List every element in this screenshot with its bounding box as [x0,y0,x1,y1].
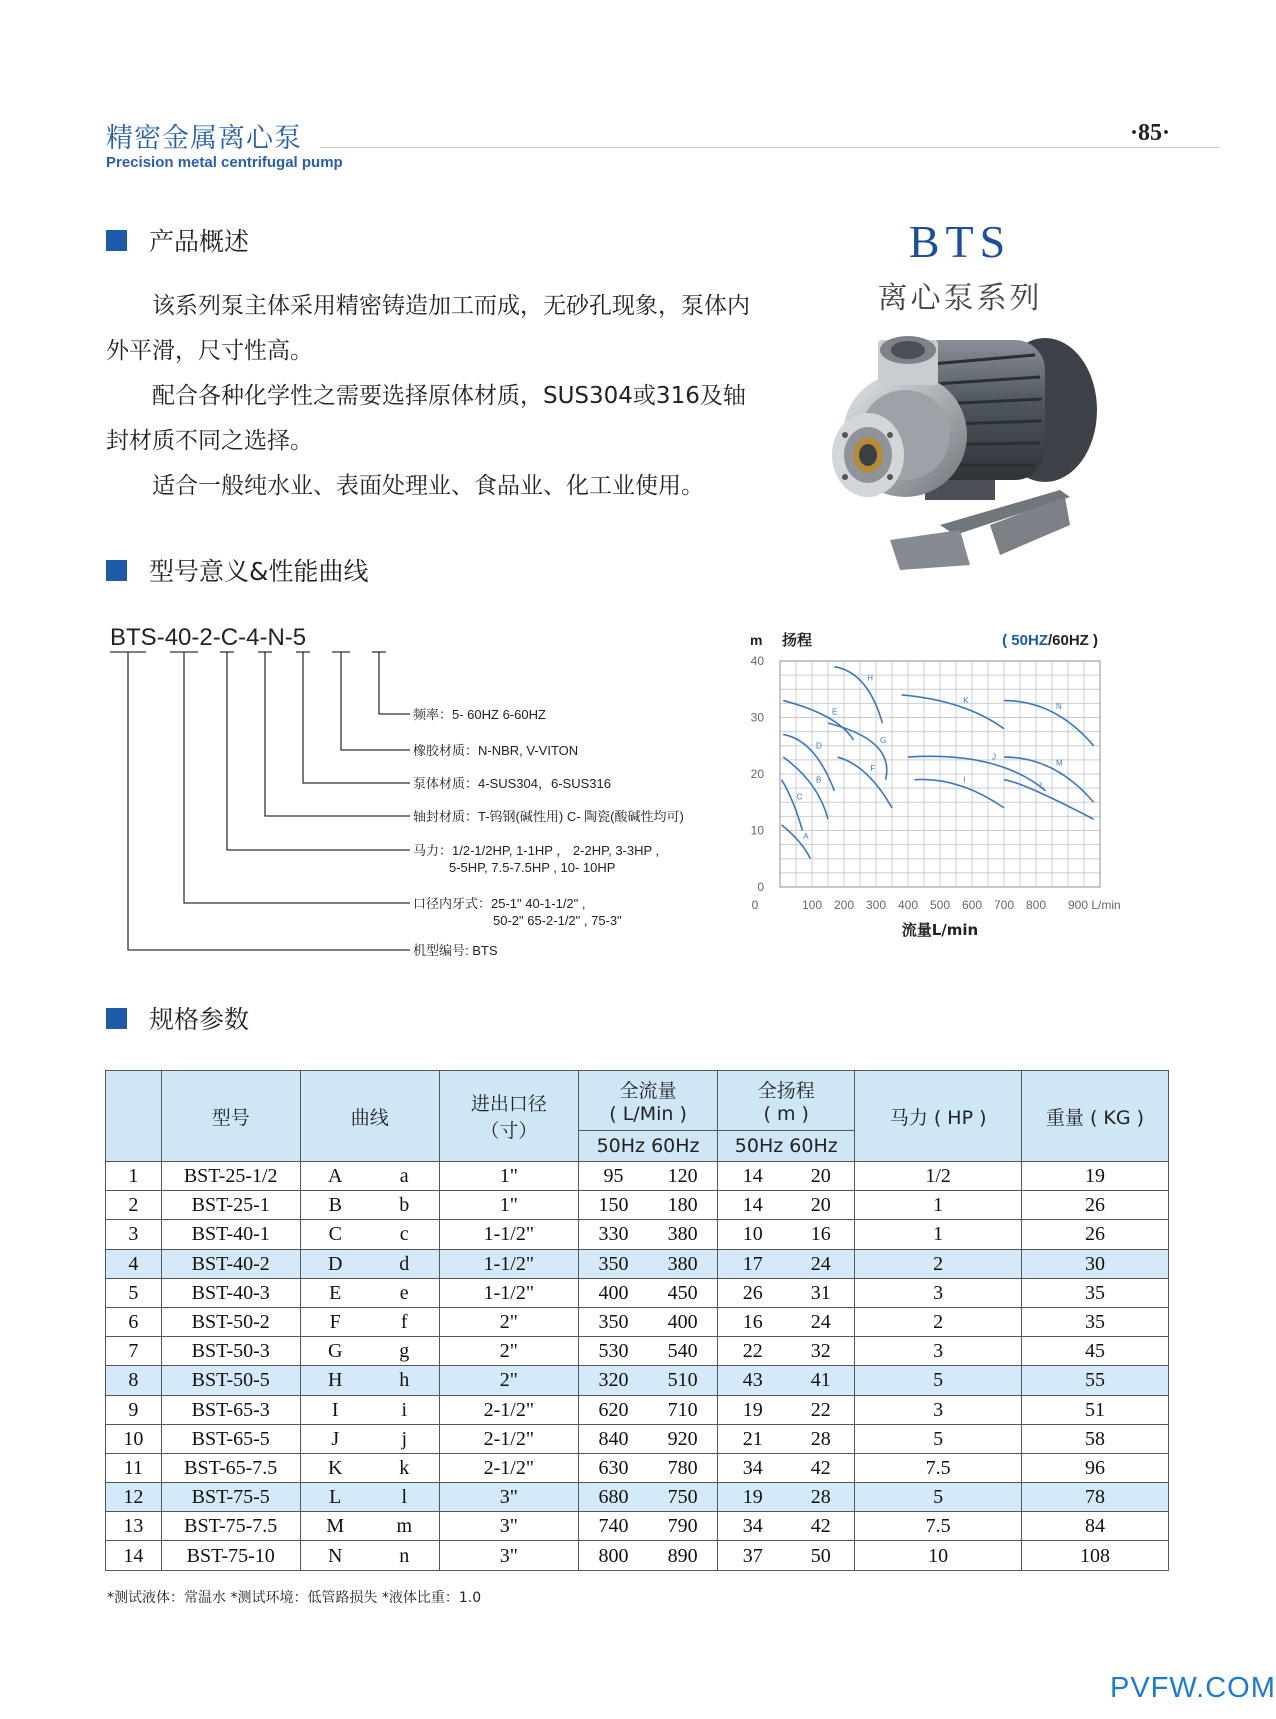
chart-series-line [1004,780,1094,820]
cell-hp: 1 [855,1220,1022,1249]
cell-head-50hz: 17 [718,1249,788,1278]
cell-head-50hz: 22 [718,1337,788,1366]
chart-series-label: I [963,775,966,785]
cell-curve-50hz: B [300,1191,370,1220]
table-row [106,1453,1169,1482]
section-heading-text: 产品概述 [149,227,250,256]
chart-x-tick-label: 800 [1025,898,1047,912]
cell-curve-60hz: e [370,1278,439,1307]
table-row [106,1395,1169,1424]
section-heading-overview [106,222,249,258]
chart-x-tick-label: 900 L/min [1068,898,1121,912]
chart-x-tick-label: 100 [801,898,823,912]
performance-chart [740,615,1170,970]
code-desc-body: 泵体材质：4-SUS304，6-SUS316 [413,776,611,791]
cell-flow-60hz: 510 [648,1366,718,1395]
cell-curve-50hz: D [300,1249,370,1278]
cell-head-60hz: 24 [787,1249,855,1278]
cell-model: BST-65-3 [161,1395,300,1424]
chart-y-tick-label: 20 [750,767,764,781]
cell-curve-50hz: L [300,1483,370,1512]
cell-index: 3 [106,1220,162,1249]
cell-index: 5 [106,1278,162,1307]
cell-flow-60hz: 790 [648,1512,718,1541]
header-flow-label: 全流量 [619,1080,677,1102]
cell-index: 4 [106,1249,162,1278]
cell-curve-60hz: k [370,1453,439,1482]
chart-series-line [902,695,1004,729]
cell-hp: 1 [855,1191,1022,1220]
cell-curve-60hz: l [370,1483,439,1512]
header-head-hz: 50Hz 60Hz [718,1131,855,1162]
chart-legend-50hz: ( 50HZ [1002,632,1048,649]
cell-flow-50hz: 330 [578,1220,648,1249]
cell-curve-60hz: a [370,1162,439,1191]
cell-model: BST-40-3 [161,1278,300,1307]
cell-head-50hz: 34 [718,1453,788,1482]
cell-index: 6 [106,1307,162,1336]
cell-index: 10 [106,1424,162,1453]
overview-paragraph-1: 该系列泵主体采用精密铸造加工而成，无砂孔现象，泵体内外平滑，尺寸性高。 [106,293,750,364]
cell-curve-60hz: h [370,1366,439,1395]
cell-index: 14 [106,1541,162,1570]
cell-model: BST-65-5 [161,1424,300,1453]
chart-y-axis-label: m [750,632,763,648]
chart-series-line [1004,757,1094,802]
cell-flow-50hz: 530 [578,1337,648,1366]
overview-paragraph-3: 适合一般纯水业、表面处理业、食品业、化工业使用。 [152,473,704,499]
chart-x-axis-label: 流量L/min [901,921,979,939]
cell-model: BST-75-7.5 [161,1512,300,1541]
header-curve: 曲线 [300,1071,439,1162]
chart-x-tick-label: 500 [929,898,951,912]
cell-flow-50hz: 740 [578,1512,648,1541]
model-code: BTS-40-2-C-4-N-5 [110,624,307,651]
cell-hp: 3 [855,1337,1022,1366]
page-number: ·85· [1130,120,1171,146]
cell-weight: 108 [1022,1541,1169,1570]
chart-legend [1002,632,1098,649]
header-flow-hz: 50Hz 60Hz [578,1131,717,1162]
code-part-body: 4 [246,624,260,651]
cell-index: 2 [106,1191,162,1220]
chart-series-label: D [816,741,822,751]
header-hp: 马力 ( HP ) [855,1071,1022,1162]
chart-series-line [838,757,892,808]
cell-hp: 2 [855,1249,1022,1278]
chart-series-label: A [803,831,809,841]
cell-hp: 7.5 [855,1512,1022,1541]
cell-flow-60hz: 120 [648,1162,718,1191]
header-port-label: 进出口径 [470,1093,547,1115]
cell-port: 3" [439,1541,578,1570]
chart-y-tick-label: 40 [750,654,764,668]
table-row [106,1337,1169,1366]
cell-port: 2-1/2" [439,1395,578,1424]
spec-table-body [106,1162,1169,1571]
chart-series-label: N [1056,701,1062,711]
cell-flow-60hz: 750 [648,1483,718,1512]
cell-hp: 3 [855,1278,1022,1307]
chart-series-label: H [867,673,873,683]
table-row [106,1541,1169,1570]
cell-head-60hz: 42 [787,1453,855,1482]
cell-weight: 96 [1022,1453,1169,1482]
cell-head-50hz: 26 [718,1278,788,1307]
cell-head-50hz: 14 [718,1162,788,1191]
cell-port: 2-1/2" [439,1424,578,1453]
cell-flow-60hz: 380 [648,1220,718,1249]
cell-curve-50hz: A [300,1162,370,1191]
chart-series-line [783,701,853,741]
cell-head-50hz: 10 [718,1220,788,1249]
watermark: PVFW.COM [1110,1672,1276,1704]
cell-index: 1 [106,1162,162,1191]
cell-flow-50hz: 800 [578,1541,648,1570]
cell-hp: 5 [855,1483,1022,1512]
chart-series-label: G [880,735,887,745]
cell-hp: 2 [855,1307,1022,1336]
cell-curve-60hz: n [370,1541,439,1570]
cell-hp: 7.5 [855,1453,1022,1482]
table-row [106,1424,1169,1453]
chart-x-tick-label: 400 [897,898,919,912]
cell-weight: 51 [1022,1395,1169,1424]
chart-series-line [782,780,803,831]
cell-curve-60hz: m [370,1512,439,1541]
cell-port: 3" [439,1512,578,1541]
cell-port: 1" [439,1191,578,1220]
code-desc-hp-line2: 5-5HP, 7.5-7.5HP , 10- 10HP [449,860,616,875]
cell-head-60hz: 42 [787,1512,855,1541]
cell-curve-50hz: J [300,1424,370,1453]
cell-head-50hz: 19 [718,1483,788,1512]
cell-flow-50hz: 150 [578,1191,648,1220]
chart-x-tick-label: 700 [993,898,1015,912]
cell-flow-50hz: 680 [578,1483,648,1512]
code-part-hp: 2 [199,624,213,651]
cell-weight: 26 [1022,1220,1169,1249]
section-heading-text: 型号意义&性能曲线 [149,557,369,586]
header-divider [320,147,1220,148]
cell-port: 2" [439,1307,578,1336]
cell-index: 8 [106,1366,162,1395]
spec-table [105,1070,1169,1571]
code-part-series: BTS [110,624,157,651]
header-head-unit: ( m ) [763,1103,809,1125]
chart-legend-60hz: /60HZ ) [1047,632,1098,649]
cell-flow-50hz: 320 [578,1366,648,1395]
cell-flow-50hz: 350 [578,1249,648,1278]
cell-curve-50hz: I [300,1395,370,1424]
cell-head-60hz: 32 [787,1337,855,1366]
code-desc-hp-line1: 马力：1/2-1/2HP, 1-1HP ， 2-2HP, 3-3HP , [413,843,660,858]
section-heading-spec [106,1000,249,1036]
cell-head-60hz: 20 [787,1162,855,1191]
cell-weight: 26 [1022,1191,1169,1220]
chart-y-tick-label: 0 [757,880,764,894]
cell-head-60hz: 24 [787,1307,855,1336]
code-desc-hp [413,842,659,876]
header-model: 型号 [161,1071,300,1162]
cell-flow-60hz: 710 [648,1395,718,1424]
header-head [718,1071,855,1131]
cell-model: BST-75-5 [161,1483,300,1512]
cell-weight: 30 [1022,1249,1169,1278]
cell-flow-60hz: 780 [648,1453,718,1482]
cell-flow-50hz: 840 [578,1424,648,1453]
chart-series-line [914,779,1004,807]
table-row [106,1278,1169,1307]
code-desc-port [413,895,622,929]
table-row [106,1483,1169,1512]
cell-curve-50hz: M [300,1512,370,1541]
chart-series-label: C [796,792,803,802]
cell-flow-60hz: 380 [648,1249,718,1278]
cell-head-60hz: 28 [787,1483,855,1512]
chart-series-line [1004,701,1094,746]
chart-x-tick-label: 0 [751,898,759,912]
cell-model: BST-25-1 [161,1191,300,1220]
cell-model: BST-50-5 [161,1366,300,1395]
cell-curve-50hz: H [300,1366,370,1395]
cell-head-50hz: 34 [718,1512,788,1541]
cell-head-50hz: 43 [718,1366,788,1395]
test-notes: *测试液体：常温水 *测试环境：低管路损失 *液体比重：1.0 [107,1590,482,1606]
code-desc-frequency: 频率：5- 60HZ 6-60HZ [413,707,546,722]
cell-curve-60hz: i [370,1395,439,1424]
cell-flow-50hz: 95 [578,1162,648,1191]
cell-head-60hz: 41 [787,1366,855,1395]
cell-weight: 35 [1022,1307,1169,1336]
code-desc-port-line1: 口径内牙式：25-1" 40-1-1/2" , [413,896,586,911]
cell-curve-50hz: E [300,1278,370,1307]
code-desc-series: 机型编号: BTS [413,943,498,958]
product-series: 离心泵系列 [877,281,1043,316]
cell-model: BST-40-2 [161,1249,300,1278]
cell-weight: 78 [1022,1483,1169,1512]
code-desc-seal: 轴封材质：T-钨钢(碱性用) C- 陶瓷(酸碱性均可) [413,809,684,824]
cell-curve-50hz: N [300,1541,370,1570]
cell-port: 1-1/2" [439,1220,578,1249]
chart-x-tick-label: 200 [833,898,855,912]
cell-port: 1-1/2" [439,1249,578,1278]
cell-flow-60hz: 450 [648,1278,718,1307]
cell-model: BST-65-7.5 [161,1453,300,1482]
cell-flow-60hz: 920 [648,1424,718,1453]
pump-image [830,325,1110,580]
chart-y-tick-label: 10 [750,823,764,838]
cell-head-50hz: 37 [718,1541,788,1570]
cell-curve-50hz: F [300,1307,370,1336]
cell-head-60hz: 20 [787,1191,855,1220]
header-port [439,1071,578,1162]
cell-curve-60hz: j [370,1424,439,1453]
cell-weight: 35 [1022,1278,1169,1307]
cell-model: BST-40-1 [161,1220,300,1249]
chart-series-label: K [963,696,969,706]
cell-flow-50hz: 620 [578,1395,648,1424]
cell-curve-60hz: b [370,1191,439,1220]
header-head-label: 全扬程 [757,1080,815,1102]
cell-hp: 3 [855,1395,1022,1424]
header-flow [578,1071,717,1131]
table-row [106,1162,1169,1191]
cell-head-60hz: 31 [787,1278,855,1307]
cell-flow-60hz: 890 [648,1541,718,1570]
table-row [106,1366,1169,1395]
spec-table-header [106,1071,1169,1162]
table-row [106,1512,1169,1541]
chart-x-tick-label: 600 [961,898,983,912]
cell-port: 2-1/2" [439,1453,578,1482]
cell-head-60hz: 28 [787,1424,855,1453]
cell-curve-60hz: c [370,1220,439,1249]
cell-index: 7 [106,1337,162,1366]
header-flow-unit: ( L/Min ) [609,1103,687,1125]
chart-series-label: M [1056,758,1063,768]
chart-x-tick-label: 300 [865,898,887,912]
header-title-en: Precision metal centrifugal pump [106,154,343,171]
cell-index: 12 [106,1483,162,1512]
cell-hp: 1/2 [855,1162,1022,1191]
section-bullet-icon [106,230,127,251]
cell-head-60hz: 16 [787,1220,855,1249]
cell-weight: 19 [1022,1162,1169,1191]
table-row [106,1220,1169,1249]
chart-series-label: J [992,752,996,762]
cell-port: 3" [439,1483,578,1512]
cell-weight: 84 [1022,1512,1169,1541]
cell-model: BST-50-2 [161,1307,300,1336]
cell-port: 1" [439,1162,578,1191]
cell-index: 11 [106,1453,162,1482]
table-row [106,1249,1169,1278]
cell-curve-50hz: G [300,1337,370,1366]
code-part-rubber: N [267,624,285,651]
chart-series-label: B [816,775,822,785]
table-row [106,1307,1169,1336]
cell-curve-60hz: f [370,1307,439,1336]
cell-flow-50hz: 400 [578,1278,648,1307]
code-desc-rubber: 橡胶材质：N-NBR, V-VITON [413,743,579,758]
code-part-seal: C [220,624,239,651]
cell-flow-60hz: 180 [648,1191,718,1220]
chart-y-tick-label: 30 [750,710,764,725]
model-code-connector-lines [110,650,410,955]
cell-curve-50hz: C [300,1220,370,1249]
cell-weight: 55 [1022,1366,1169,1395]
cell-head-50hz: 19 [718,1395,788,1424]
cell-flow-60hz: 400 [648,1307,718,1336]
cell-weight: 58 [1022,1424,1169,1453]
cell-curve-60hz: d [370,1249,439,1278]
cell-hp: 5 [855,1424,1022,1453]
header-port-unit: （寸） [480,1120,538,1142]
chart-title: 扬程 [782,631,813,649]
header-index [106,1071,162,1162]
section-heading-text: 规格参数 [149,1005,250,1034]
code-part-port: 40 [164,624,192,651]
cell-model: BST-75-10 [161,1541,300,1570]
cell-port: 1-1/2" [439,1278,578,1307]
product-name: BTS [908,216,1012,267]
cell-head-50hz: 14 [718,1191,788,1220]
cell-flow-50hz: 630 [578,1453,648,1482]
cell-index: 13 [106,1512,162,1541]
code-part-frequency: 5 [292,624,307,651]
chart-series-label: L [1040,780,1045,790]
cell-hp: 10 [855,1541,1022,1570]
cell-head-60hz: 22 [787,1395,855,1424]
cell-flow-60hz: 540 [648,1337,718,1366]
header-weight: 重量 ( KG ) [1022,1071,1169,1162]
cell-index: 9 [106,1395,162,1424]
cell-model: BST-25-1/2 [161,1162,300,1191]
cell-curve-60hz: g [370,1337,439,1366]
chart-series-label: E [832,707,838,717]
header-title-cn: 精密金属离心泵 [106,123,302,154]
section-heading-model [106,552,369,588]
cell-flow-50hz: 350 [578,1307,648,1336]
code-desc-port-line2: 50-2" 65-2-1/2" , 75-3" [493,913,622,928]
cell-head-60hz: 50 [787,1541,855,1570]
cell-hp: 5 [855,1366,1022,1395]
cell-curve-50hz: K [300,1453,370,1482]
cell-head-50hz: 21 [718,1424,788,1453]
section-bullet-icon [106,560,127,581]
cell-model: BST-50-3 [161,1337,300,1366]
cell-port: 2" [439,1337,578,1366]
cell-head-50hz: 16 [718,1307,788,1336]
chart-series-label: F [870,764,876,773]
table-row [106,1191,1169,1220]
cell-port: 2" [439,1366,578,1395]
section-bullet-icon [106,1008,127,1029]
overview-paragraph-2: 配合各种化学性之需要选择原体材质，SUS304或316及轴封材质不同之选择。 [106,383,746,454]
cell-weight: 45 [1022,1337,1169,1366]
